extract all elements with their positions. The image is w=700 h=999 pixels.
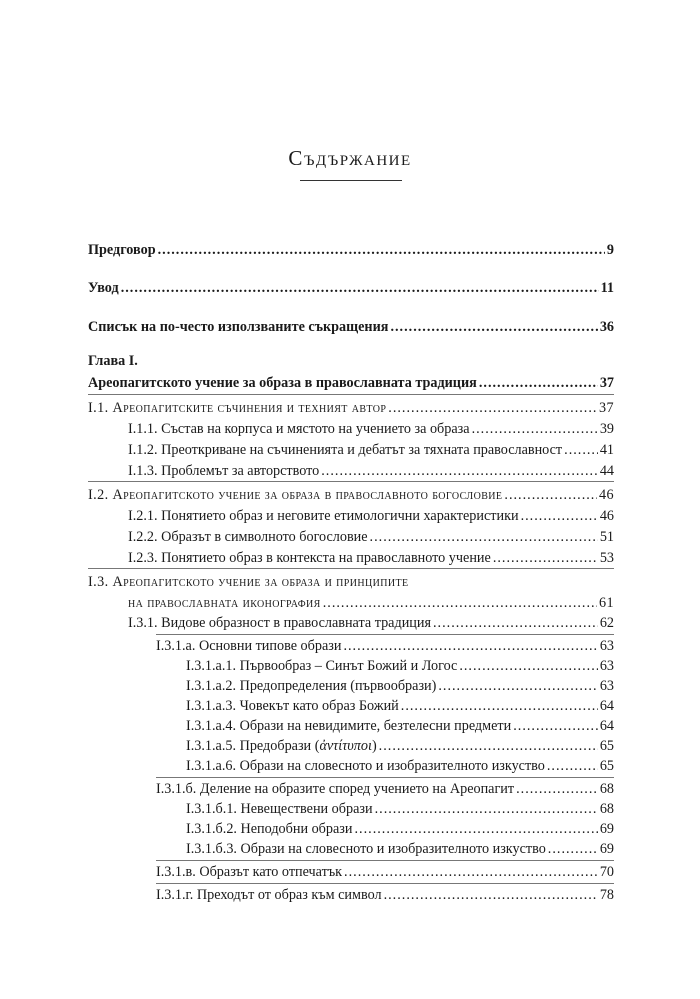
page-title: Съдържание — [288, 146, 412, 170]
toc-entry-1-1-1[interactable] — [128, 420, 614, 438]
toc-entry-1-3-1[interactable] — [128, 614, 614, 632]
toc-entry-title: I.3.1.б.3. Образи на словесното и изобразителното изкуство — [186, 841, 546, 857]
toc-entry-page: 64 — [599, 698, 614, 714]
toc-leader-dots — [438, 677, 597, 695]
toc-entry-section-1-3[interactable] — [128, 594, 614, 612]
toc-entry-1-2-3[interactable] — [128, 549, 614, 567]
toc-entry-title: I.3.1.а. Основни типове образи — [156, 638, 342, 654]
toc-entry-1-3-1-b[interactable] — [156, 780, 614, 798]
toc-entry-title: I.1. Ареопагитските съчинения и техният автор — [88, 400, 387, 416]
toc-leader-dots — [321, 462, 598, 480]
toc-entry-title: Ареопагитското учение за образа в православната традиция — [88, 375, 477, 391]
toc-entry-title: I.2. Ареопагитското учение за образа в православното богословие — [88, 487, 503, 503]
toc-entry-title — [186, 737, 377, 755]
toc-entry-title: I.3.1.г. Преходът от образ към символ — [156, 887, 382, 903]
toc-entry-page: 46 — [599, 487, 614, 503]
subsection-divider — [156, 883, 614, 884]
toc-leader-dots — [384, 886, 598, 904]
toc-entry-section-1-3-line1: I.3. Ареопагитското учение за образа и принципите — [88, 574, 409, 590]
toc-entry-page: 70 — [599, 864, 614, 880]
toc-leader-dots — [323, 594, 597, 612]
toc-entry-title: I.3.1.б.1. Невеществени образи — [186, 801, 373, 817]
toc-entry-page: 63 — [599, 638, 614, 654]
toc-entry-title-greek: ἀντίτυποι — [319, 738, 372, 754]
toc-entry-1-2-1[interactable] — [128, 507, 614, 525]
subsection-divider — [156, 777, 614, 778]
toc-entry-section-1-1[interactable] — [88, 399, 614, 417]
toc-leader-dots — [388, 399, 597, 417]
toc-entry-title: I.3.1.а.1. Първообраз – Синът Божий и Логос — [186, 658, 458, 674]
toc-entry-page: 37 — [599, 375, 614, 391]
toc-leader-dots — [390, 318, 597, 336]
subsection-divider — [156, 860, 614, 861]
toc-entry-title: I.1.1. Състав на корпуса и мястото на учението за образа — [128, 421, 470, 437]
toc-entry-title: I.2.3. Понятието образ в контекста на православното учение — [128, 550, 491, 566]
toc-leader-dots — [121, 279, 599, 297]
toc-entry-page: 65 — [599, 758, 614, 774]
toc-entry-page: 41 — [599, 442, 614, 458]
toc-entry-title: I.3.1.а.6. Образи на словесното и изобразителното изкуство — [186, 758, 545, 774]
toc-entry-page: 69 — [599, 821, 614, 837]
toc-entry-chapter-1[interactable] — [88, 374, 614, 392]
toc-leader-dots — [433, 614, 598, 632]
toc-entry-1-3-1-b-3[interactable] — [186, 840, 614, 858]
toc-entry-title: Предговор — [88, 242, 156, 258]
toc-entry-title: на православната иконография — [128, 595, 321, 611]
toc-entry-1-3-1-a-1[interactable] — [186, 657, 614, 675]
toc-leader-dots — [459, 657, 597, 675]
toc-entry-page: 64 — [599, 718, 614, 734]
toc-entry-title: I.3.1.а.2. Предопределения (първообрази) — [186, 678, 437, 694]
toc-leader-dots — [564, 441, 598, 459]
section-divider — [88, 481, 614, 482]
toc-entry-1-3-1-b-2[interactable] — [186, 820, 614, 838]
toc-entry-title-prefix: I.3.1.а.5. Предобрази ( — [186, 738, 320, 754]
toc-entry-title: I.2.1. Понятието образ и неговите етимологични характеристики — [128, 508, 519, 524]
toc-entry-page: 46 — [599, 508, 614, 524]
toc-entry-page: 68 — [599, 801, 614, 817]
toc-entry-page: 36 — [599, 319, 614, 335]
toc-leader-dots — [401, 697, 598, 715]
toc-leader-dots — [547, 757, 598, 775]
toc-leader-dots — [521, 507, 598, 525]
toc-entry-1-3-1-b-1[interactable] — [186, 800, 614, 818]
toc-entry-page: 53 — [599, 550, 614, 566]
toc-entry-1-3-1-a-2[interactable] — [186, 677, 614, 695]
toc-entry-title: Списък на по-често използваните съкращения — [88, 319, 389, 335]
toc-entry-page: 65 — [599, 738, 614, 754]
toc-leader-dots — [516, 780, 598, 798]
toc-entry-title: I.3.1.б. Деление на образите според учението на Ареопагит — [156, 781, 515, 797]
title-underline — [300, 180, 402, 181]
toc-leader-dots — [375, 800, 598, 818]
toc-leader-dots — [355, 820, 598, 838]
toc-entry-page: 39 — [599, 421, 614, 437]
toc-entry-introduction[interactable] — [88, 279, 614, 297]
toc-entry-page: 51 — [599, 529, 614, 545]
toc-entry-page: 37 — [599, 400, 614, 416]
chapter-label: Глава I. — [88, 353, 138, 369]
toc-entry-1-3-1-a-5[interactable] — [186, 737, 614, 755]
toc-entry-page: 68 — [599, 781, 614, 797]
toc-leader-dots — [158, 241, 605, 259]
toc-entry-1-1-3[interactable] — [128, 462, 614, 480]
toc-entry-title: I.3.1.а.3. Човекът като образ Божий — [186, 698, 399, 714]
toc-entry-1-3-1-a-4[interactable] — [186, 717, 614, 735]
toc-leader-dots — [493, 549, 598, 567]
toc-entry-title: I.3.1.б.2. Неподобни образи — [186, 821, 353, 837]
toc-entry-page: 63 — [599, 678, 614, 694]
toc-leader-dots — [472, 420, 598, 438]
section-divider — [88, 394, 614, 395]
toc-leader-dots — [344, 863, 598, 881]
subsection-divider — [156, 634, 614, 635]
toc-leader-dots — [479, 374, 598, 392]
toc-entry-1-3-1-a[interactable] — [156, 637, 614, 655]
toc-entry-page: 44 — [599, 463, 614, 479]
toc-entry-title: Увод — [88, 280, 119, 296]
toc-entry-section-1-2[interactable] — [88, 486, 614, 504]
toc-entry-title: I.1.3. Проблемът за авторството — [128, 463, 320, 479]
toc-leader-dots — [504, 486, 597, 504]
toc-entry-1-3-1-v[interactable] — [156, 863, 614, 881]
toc-entry-abbreviations[interactable] — [88, 318, 614, 336]
toc-entry-page: 69 — [599, 841, 614, 857]
toc-entry-title: I.2.2. Образът в символното богословие — [128, 529, 368, 545]
toc-leader-dots — [370, 528, 598, 546]
toc-entry-1-3-1-g[interactable] — [156, 886, 614, 904]
toc-entry-title: I.3.1.в. Образът като отпечатък — [156, 864, 343, 880]
toc-entry-1-2-2[interactable] — [128, 528, 614, 546]
toc-leader-dots — [379, 737, 598, 755]
toc-entry-1-3-1-a-3[interactable] — [186, 697, 614, 715]
toc-entry-title: I.3.1. Видове образност в православната традиция — [128, 615, 431, 631]
toc-entry-1-3-1-a-6[interactable] — [186, 757, 614, 775]
toc-entry-1-1-2[interactable] — [128, 441, 614, 459]
toc-entry-title: I.3.1.а.4. Образи на невидимите, безтелесни предмети — [186, 718, 512, 734]
toc-entry-page: 11 — [600, 280, 614, 296]
toc-leader-dots — [548, 840, 598, 858]
toc-leader-dots — [513, 717, 598, 735]
toc-leader-dots — [343, 637, 597, 655]
toc-entry-page: 9 — [606, 242, 614, 258]
section-divider — [88, 568, 614, 569]
toc-entry-page: 61 — [599, 595, 614, 611]
toc-entry-preface[interactable] — [88, 241, 614, 259]
toc-entry-page: 62 — [599, 615, 614, 631]
toc-entry-title-suffix: ) — [371, 738, 377, 754]
toc-entry-page: 63 — [599, 658, 614, 674]
toc-entry-page: 78 — [599, 887, 614, 903]
toc-entry-title: I.1.2. Преоткриване на съчиненията и дебатът за тяхната православност — [128, 442, 563, 458]
